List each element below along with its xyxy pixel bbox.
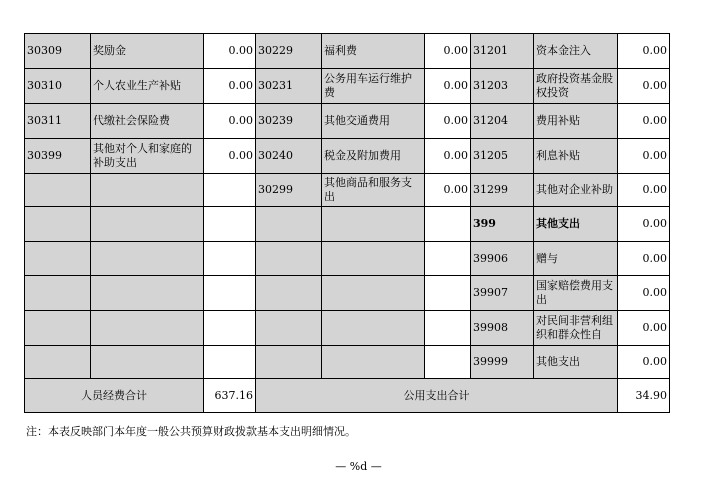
item-name-cell: 公务用车运行维护费 xyxy=(322,69,425,104)
item-value-cell: 0.00 xyxy=(425,139,471,174)
item-value-cell: 0.00 xyxy=(204,69,256,104)
item-code-cell: 30311 xyxy=(25,104,91,139)
item-value-cell: 0.00 xyxy=(425,69,471,104)
item-name-cell xyxy=(322,311,425,346)
public-total-value: 34.90 xyxy=(618,379,670,413)
item-value-cell: 0.00 xyxy=(618,346,670,379)
item-value-cell xyxy=(425,276,471,311)
item-name-cell: 利息补贴 xyxy=(534,139,618,174)
item-value-cell: 0.00 xyxy=(204,104,256,139)
item-code-cell: 30399 xyxy=(25,139,91,174)
item-value-cell xyxy=(204,276,256,311)
item-name-cell: 赠与 xyxy=(534,242,618,276)
table-row xyxy=(25,242,670,276)
item-value-cell: 0.00 xyxy=(618,207,670,242)
item-name-cell: 福利费 xyxy=(322,34,425,69)
item-name-cell xyxy=(322,346,425,379)
item-code-cell: 31299 xyxy=(471,174,534,207)
table-row xyxy=(25,207,670,242)
table-row xyxy=(25,276,670,311)
item-name-cell: 其他商品和服务支出 xyxy=(322,174,425,207)
item-name-cell xyxy=(322,207,425,242)
personnel-total-label: 人员经费合计 xyxy=(25,379,204,413)
item-code-cell: 31201 xyxy=(471,34,534,69)
item-value-cell xyxy=(425,311,471,346)
personnel-total-value: 637.16 xyxy=(204,379,256,413)
table-body xyxy=(25,34,670,413)
item-value-cell: 0.00 xyxy=(204,34,256,69)
table-row xyxy=(25,139,670,174)
item-name-cell: 国家赔偿费用支出 xyxy=(534,276,618,311)
page-number: — %d — xyxy=(335,460,382,473)
item-value-cell: 0.00 xyxy=(618,69,670,104)
item-name-cell xyxy=(322,242,425,276)
item-code-cell: 30231 xyxy=(256,69,322,104)
item-name-cell: 其他交通费用 xyxy=(322,104,425,139)
item-name-cell: 代缴社会保险费 xyxy=(91,104,204,139)
item-code-cell: 30310 xyxy=(25,69,91,104)
item-name-cell: 对民间非营利组织和群众性自 xyxy=(534,311,618,346)
public-total-label: 公用支出合计 xyxy=(256,379,618,413)
item-code-cell xyxy=(256,242,322,276)
item-code-cell: 30239 xyxy=(256,104,322,139)
item-name-cell: 政府投资基金股权投资 xyxy=(534,69,618,104)
item-code-cell: 31205 xyxy=(471,139,534,174)
item-code-cell: 30240 xyxy=(256,139,322,174)
item-value-cell: 0.00 xyxy=(618,104,670,139)
item-name-cell xyxy=(91,207,204,242)
item-value-cell xyxy=(204,207,256,242)
item-code-cell xyxy=(25,207,91,242)
item-name-cell: 税金及附加费用 xyxy=(322,139,425,174)
item-value-cell xyxy=(204,174,256,207)
item-code-cell: 39906 xyxy=(471,242,534,276)
item-code-cell: 30299 xyxy=(256,174,322,207)
item-name-cell xyxy=(91,346,204,379)
item-value-cell xyxy=(204,346,256,379)
table-row xyxy=(25,346,670,379)
totals-row xyxy=(25,379,670,413)
item-code-cell: 39999 xyxy=(471,346,534,379)
item-code-cell xyxy=(25,242,91,276)
item-code-cell xyxy=(25,276,91,311)
item-value-cell: 0.00 xyxy=(618,139,670,174)
item-name-cell: 奖励金 xyxy=(91,34,204,69)
item-code-cell xyxy=(25,174,91,207)
item-code-cell xyxy=(256,276,322,311)
item-code-cell: 30309 xyxy=(25,34,91,69)
item-value-cell: 0.00 xyxy=(618,276,670,311)
item-code-cell: 39908 xyxy=(471,311,534,346)
item-code-cell: 31204 xyxy=(471,104,534,139)
item-value-cell: 0.00 xyxy=(618,242,670,276)
table-row xyxy=(25,174,670,207)
table-row xyxy=(25,69,670,104)
item-name-cell xyxy=(91,311,204,346)
item-name-cell: 其他对个人和家庭的补助支出 xyxy=(91,139,204,174)
item-name-cell: 资本金注入 xyxy=(534,34,618,69)
item-name-cell: 其他对企业补助 xyxy=(534,174,618,207)
item-value-cell: 0.00 xyxy=(425,34,471,69)
item-name-cell xyxy=(91,276,204,311)
item-value-cell: 0.00 xyxy=(425,104,471,139)
item-name-cell xyxy=(322,276,425,311)
item-name-cell xyxy=(91,242,204,276)
item-name-cell: 其他支出 xyxy=(534,207,618,242)
item-code-cell: 399 xyxy=(471,207,534,242)
item-value-cell: 0.00 xyxy=(425,174,471,207)
item-name-cell: 个人农业生产补贴 xyxy=(91,69,204,104)
item-name-cell: 费用补贴 xyxy=(534,104,618,139)
item-code-cell xyxy=(25,346,91,379)
table-row xyxy=(25,34,670,69)
item-code-cell: 39907 xyxy=(471,276,534,311)
item-value-cell xyxy=(425,242,471,276)
item-value-cell xyxy=(204,242,256,276)
item-name-cell: 其他支出 xyxy=(534,346,618,379)
item-value-cell: 0.00 xyxy=(618,174,670,207)
item-code-cell xyxy=(25,311,91,346)
table-row xyxy=(25,311,670,346)
expenditure-detail-table xyxy=(24,33,670,413)
item-value-cell: 0.00 xyxy=(618,311,670,346)
item-code-cell: 30229 xyxy=(256,34,322,69)
item-value-cell xyxy=(425,346,471,379)
item-value-cell: 0.00 xyxy=(204,139,256,174)
item-code-cell xyxy=(256,207,322,242)
item-name-cell xyxy=(91,174,204,207)
table-note: 注：本表反映部门本年度一般公共预算财政拨款基本支出明细情况。 xyxy=(26,425,356,438)
item-code-cell xyxy=(256,311,322,346)
item-code-cell: 31203 xyxy=(471,69,534,104)
item-code-cell xyxy=(256,346,322,379)
table-row xyxy=(25,104,670,139)
item-value-cell: 0.00 xyxy=(618,34,670,69)
item-value-cell xyxy=(425,207,471,242)
item-value-cell xyxy=(204,311,256,346)
